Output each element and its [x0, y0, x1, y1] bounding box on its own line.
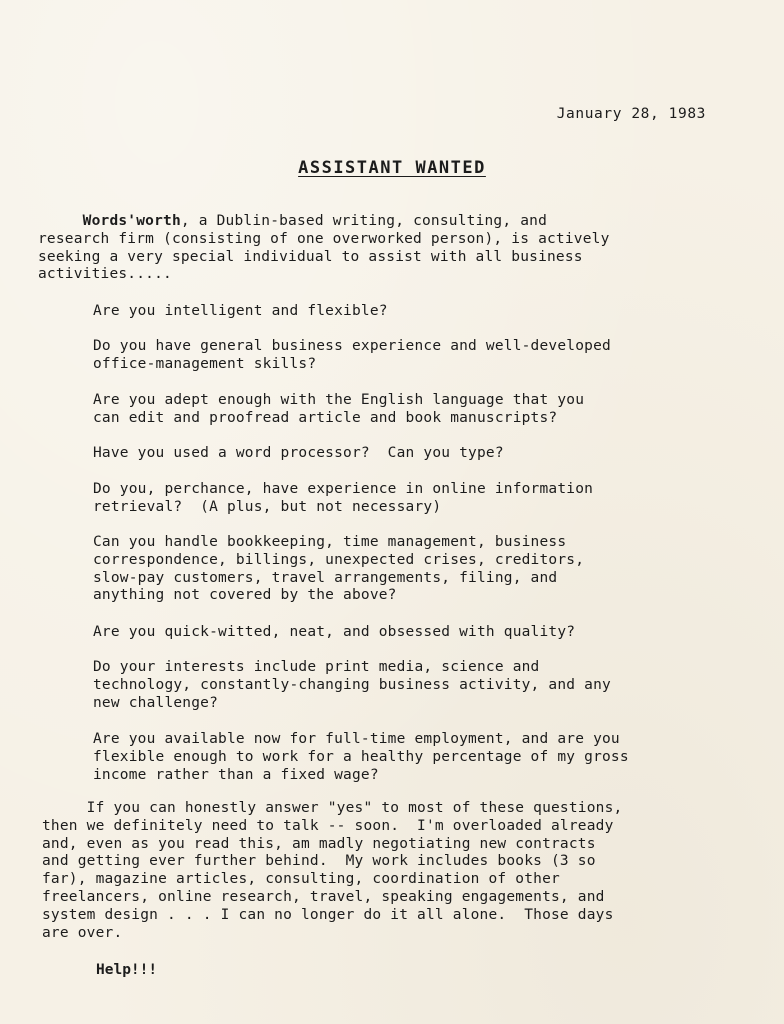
question-line: slow-pay customers, travel arrangements, filing, and: [93, 569, 558, 586]
question-line: correspondence, billings, unexpected crises, creditors,: [93, 551, 585, 568]
question-line: new challenge?: [93, 694, 219, 711]
page-title: [0, 158, 784, 178]
intro-line: , a Dublin-based writing, consulting, and: [180, 213, 548, 229]
question-6: [93, 534, 584, 605]
closing-line: and getting ever further behind. My work includes books (3 so: [42, 853, 596, 870]
question-line: Do your interests include print media, science and: [93, 659, 540, 675]
question-line: can edit and proofread article and book manuscripts?: [93, 409, 558, 426]
closing-line: freelancers, online research, travel, speaking engagements, and: [42, 888, 605, 905]
intro-paragraph: [38, 213, 610, 284]
question-line: Are you quick-witted, neat, and obsessed with quality?: [93, 624, 576, 640]
closing-line: far), magazine articles, consulting, coordination of other: [42, 871, 560, 888]
intro-line: research firm (consisting of one overworked person), is actively: [38, 230, 610, 247]
question-2: [93, 338, 611, 374]
question-line: Have you used a word processor? Can you type?: [93, 445, 504, 461]
question-line: Are you adept enough with the English language that you: [93, 392, 585, 408]
question-7: [93, 624, 575, 642]
question-line: technology, constantly-changing business activity, and any: [93, 676, 611, 693]
question-8: [93, 659, 611, 712]
question-3: [93, 392, 584, 428]
closing-line: system design . . . I can no longer do it all alone. Those days: [42, 906, 614, 923]
intro-line: seeking a very special individual to assist with all business: [38, 248, 583, 265]
question-line: anything not covered by the above?: [93, 587, 397, 604]
closing-paragraph: [42, 800, 622, 942]
company-name: Words'worth: [82, 213, 181, 229]
question-5: [93, 481, 593, 517]
question-1: [93, 303, 388, 321]
question-line: Do you, perchance, have experience in online information: [93, 481, 594, 497]
intro-line: activities.....: [38, 266, 172, 283]
title-text: ASSISTANT WANTED: [298, 158, 486, 178]
question-line: flexible enough to work for a healthy percentage of my gross: [93, 748, 629, 765]
closing-line: and, even as you read this, am madly negotiating new contracts: [42, 835, 596, 852]
signoff: Help!!!: [96, 962, 158, 978]
closing-line: then we definitely need to talk -- soon. I'm overloaded already: [42, 817, 614, 834]
question-line: office-management skills?: [93, 355, 317, 372]
letter-date: January 28, 1983: [556, 106, 706, 122]
question-line: retrieval? (A plus, but not necessary): [93, 498, 442, 515]
question-line: Are you available now for full-time employment, and are you: [93, 731, 620, 747]
question-line: Do you have general business experience and well-developed: [93, 338, 611, 354]
question-line: Are you intelligent and flexible?: [93, 303, 388, 319]
closing-line: If you can honestly answer "yes" to most of these questions,: [42, 800, 623, 816]
closing-line: are over.: [42, 924, 123, 941]
question-9: [93, 731, 629, 784]
question-line: Can you handle bookkeeping, time management, business: [93, 534, 567, 550]
question-line: income rather than a fixed wage?: [93, 766, 379, 783]
question-4: [93, 445, 504, 463]
